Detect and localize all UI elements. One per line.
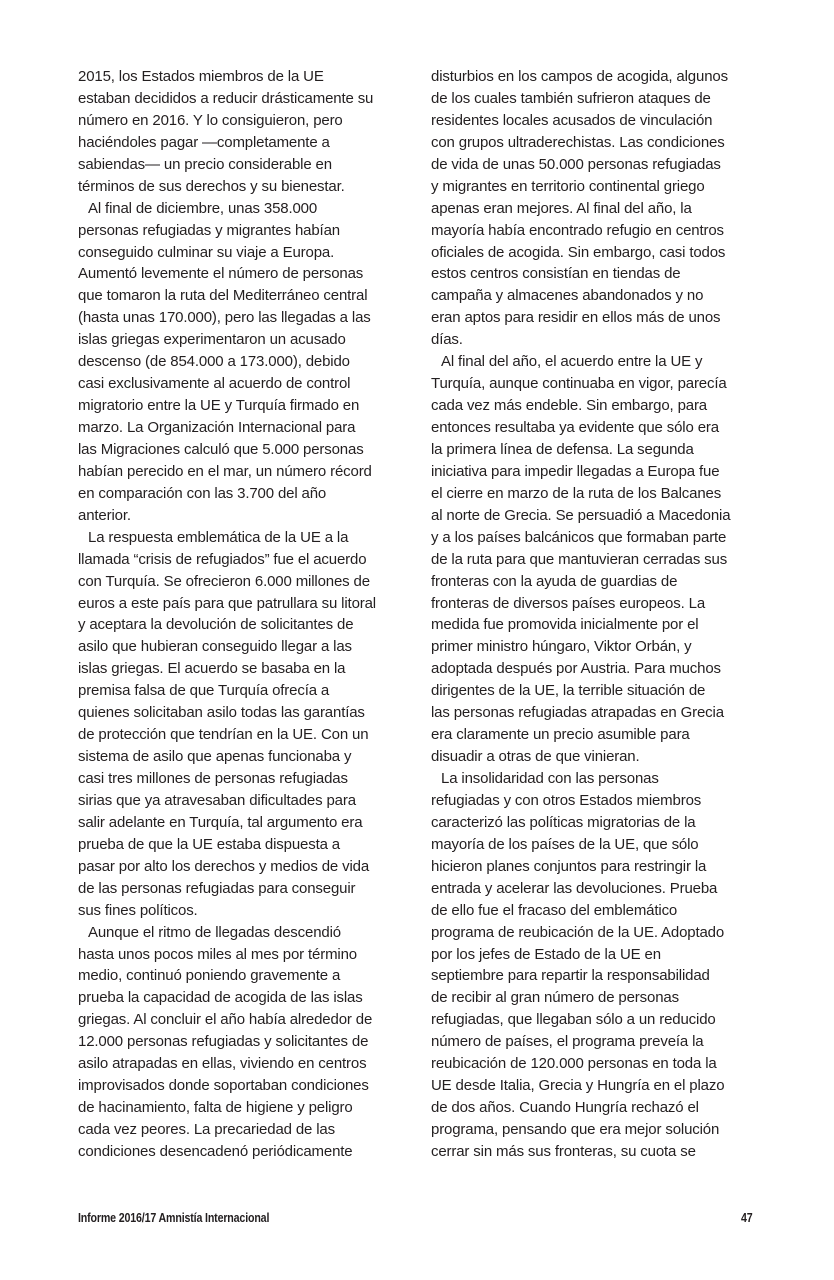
text-line: disturbios en los campos de acogida, algunos [431, 68, 728, 85]
text-line: islas griegas. El acuerdo se basaba en la [78, 660, 346, 678]
text-line: casi tres millones de personas refugiadas [78, 770, 348, 787]
footer-title: Informe 2016/17 Amnistía Internacional [78, 1210, 270, 1225]
left-column [78, 66, 408, 1163]
text-line: de recibir al gran número de personas [431, 989, 679, 1007]
text-line: con Turquía. Se ofrecieron 6.000 millones de [78, 572, 370, 590]
text-line: y migrantes en territorio continental griego [431, 177, 705, 195]
text-line: campaña y almacenes abandonados y no [431, 287, 704, 305]
text-line: (hasta unas 170.000), pero las llegadas a las [78, 309, 371, 327]
text-line: sabiendas— un precio considerable en [78, 155, 332, 173]
text-line: estos centros consistían en tiendas de [431, 265, 681, 283]
text-line: La insolidaridad con las personas [441, 770, 659, 787]
paragraph [431, 66, 761, 351]
text-line: programa de reubicación de la UE. Adoptado [431, 923, 725, 941]
text-line: eran aptos para residir en ellos más de unos [431, 309, 721, 327]
text-line: y a los países balcánicos que formaban parte [431, 528, 727, 546]
paragraph [78, 922, 408, 1163]
text-line: caracterizó las políticas migratorias de la [431, 813, 696, 831]
text-line: fronteras de diversos países europeos. La [431, 594, 706, 612]
text-line: salir adelante en Turquía, tal argumento era [78, 813, 363, 831]
text-line: que tomaron la ruta del Mediterráneo central [78, 287, 368, 305]
text-line: programa, pensando que era mejor solución [431, 1121, 720, 1138]
text-line: en comparación con las 3.700 del año [78, 484, 327, 502]
text-line: de las personas refugiadas para conseguir [78, 879, 356, 897]
text-line: adoptada después por Austria. Para muchos [431, 660, 721, 678]
text-line: de hacinamiento, falta de higiene y peligro [78, 1099, 353, 1117]
text-line: las personas refugiadas atrapadas en Grecia [431, 704, 724, 722]
text-line: marzo. La Organización Internacional para [78, 419, 356, 436]
text-line: residentes locales acusados de vinculación [431, 111, 713, 129]
text-line: el cierre en marzo de la ruta de los Balcanes [431, 484, 722, 502]
text-line: quienes solicitaban asilo todas las garantías [78, 704, 365, 722]
text-line: dirigentes de la UE, la terrible situación de [431, 682, 706, 700]
text-line: cada vez peores. La precariedad de las [78, 1121, 335, 1138]
text-line: número de países, el programa preveía la [431, 1033, 704, 1051]
text-line: euros a este país para que patrullara su litoral [78, 594, 376, 612]
text-line: descenso (de 854.000 a 173.000), debido [78, 353, 350, 371]
text-line: habían perecido en el mar, un número récord [78, 462, 372, 480]
text-line: personas refugiadas y migrantes habían [78, 221, 340, 239]
text-line: prueba la capacidad de acogida de las islas [78, 989, 363, 1007]
text-line: era claramente un precio asumible para [431, 726, 690, 744]
text-line: de protección que tendrían en la UE. Con un [78, 726, 369, 744]
text-line: y aceptara la devolución de solicitantes de [78, 616, 354, 634]
text-line: islas griegas experimentaron un acusado [78, 331, 346, 349]
text-line: entrada y acelerar las devoluciones. Prueba [431, 879, 718, 897]
right-column [431, 66, 761, 1163]
text-line: llamada “crisis de refugiados” fue el acuerdo [78, 550, 367, 568]
text-line: de dos años. Cuando Hungría rechazó el [431, 1099, 699, 1117]
text-line: medida fue promovida inicialmente por el [431, 616, 699, 634]
text-line: asilo que hubieran conseguido llegar a las [78, 638, 352, 656]
text-line: 2015, los Estados miembros de la UE [78, 68, 324, 85]
text-line: mayoría de los países de la UE, que sólo [431, 835, 699, 853]
text-line: cerrar sin más sus fronteras, su cuota se [431, 1142, 696, 1160]
page-number: 47 [741, 1210, 753, 1225]
text-line: con grupos ultraderechistas. Las condiciones [431, 133, 725, 151]
text-line: cada vez más endeble. Sin embargo, para [431, 397, 707, 415]
text-line: apenas eran mejores. Al final del año, la [431, 199, 692, 217]
text-line: entonces resultaba ya evidente que sólo era [431, 419, 719, 436]
text-line: medio, continuó poniendo gravemente a [78, 967, 341, 985]
text-line: premisa falsa de que Turquía ofrecía a [78, 682, 330, 700]
text-line: anterior. [78, 506, 131, 524]
text-line: de vida de unas 50.000 personas refugiadas [431, 155, 721, 173]
text-line: estaban decididos a reducir drásticamente su [78, 89, 374, 107]
paragraph [78, 66, 408, 198]
text-line: días. [431, 331, 463, 349]
text-line: de los cuales también sufrieron ataques de [431, 89, 711, 107]
paragraph [78, 527, 408, 922]
text-line: iniciativa para impedir llegadas a Europa fue [431, 462, 720, 480]
text-line: septiembre para repartir la responsabilidad [431, 967, 710, 985]
text-line: casi exclusivamente al acuerdo de control [78, 375, 351, 393]
text-line: primer ministro húngaro, Viktor Orbán, y [431, 638, 692, 656]
paragraph [431, 351, 761, 768]
text-line: de la ruta para que mantuvieran cerradas sus [431, 550, 728, 568]
text-line: refugiadas y con otros Estados miembros [431, 791, 702, 809]
text-line: Al final de diciembre, unas 358.000 [88, 199, 318, 217]
text-line: oficiales de acogida. Sin embargo, casi todos [431, 243, 726, 261]
paragraph [78, 198, 408, 527]
text-line: hicieron planes conjuntos para restringir la [431, 857, 707, 875]
text-line: asilo atrapadas en ellas, viviendo en centros [78, 1055, 367, 1073]
text-line: Al final del año, el acuerdo entre la UE y [441, 353, 703, 371]
text-line: mayoría había encontrado refugio en centros [431, 221, 724, 239]
text-line: sus fines políticos. [78, 901, 198, 919]
text-line: prueba de que la UE estaba dispuesta a [78, 835, 340, 853]
text-line: sistema de asilo que apenas funcionaba y [78, 748, 352, 766]
text-line: haciéndoles pagar —completamente a [78, 133, 330, 151]
text-line: 12.000 personas refugiadas y solicitantes de [78, 1033, 369, 1051]
text-line: la primera línea de defensa. La segunda [431, 440, 694, 458]
text-line: condiciones desencadenó periódicamente [78, 1142, 353, 1160]
text-line: pasar por alto los derechos y medios de vida [78, 857, 370, 875]
text-line: reubicación de 120.000 personas en toda la [431, 1055, 717, 1073]
text-line: griegas. Al concluir el año había alrededor de [78, 1011, 373, 1029]
text-line: las Migraciones calculó que 5.000 personas [78, 440, 364, 458]
text-line: hasta unos pocos miles al mes por término [78, 945, 357, 963]
text-line: La respuesta emblemática de la UE a la [88, 528, 349, 546]
text-line: fronteras con la ayuda de guardias de [431, 572, 678, 590]
text-line: Turquía, aunque continuaba en vigor, parecía [431, 375, 727, 393]
paragraph [431, 768, 761, 1163]
text-line: términos de sus derechos y su bienestar. [78, 177, 345, 195]
text-line: UE desde Italia, Grecia y Hungría en el plazo [431, 1077, 725, 1095]
text-line: refugiadas, que llegaban sólo a un reducido [431, 1011, 716, 1029]
text-line: improvisados donde soportaban condiciones [78, 1077, 369, 1095]
text-line: Aumentó levemente el número de personas [78, 265, 364, 283]
text-line: conseguido culminar su viaje a Europa. [78, 243, 335, 261]
text-line: migratorio entre la UE y Turquía firmado en [78, 397, 360, 415]
text-line: por los jefes de Estado de la UE en [431, 945, 661, 963]
text-line: disuadir a otras de que vinieran. [431, 748, 640, 766]
text-line: de ello fue el fracaso del emblemático [431, 901, 678, 919]
text-line: al norte de Grecia. Se persuadió a Macedonia [431, 506, 731, 524]
text-line: número en 2016. Y lo consiguieron, pero [78, 111, 343, 129]
text-line: Aunque el ritmo de llegadas descendió [88, 923, 341, 941]
text-line: sirias que ya atravesaban dificultades para [78, 791, 356, 809]
